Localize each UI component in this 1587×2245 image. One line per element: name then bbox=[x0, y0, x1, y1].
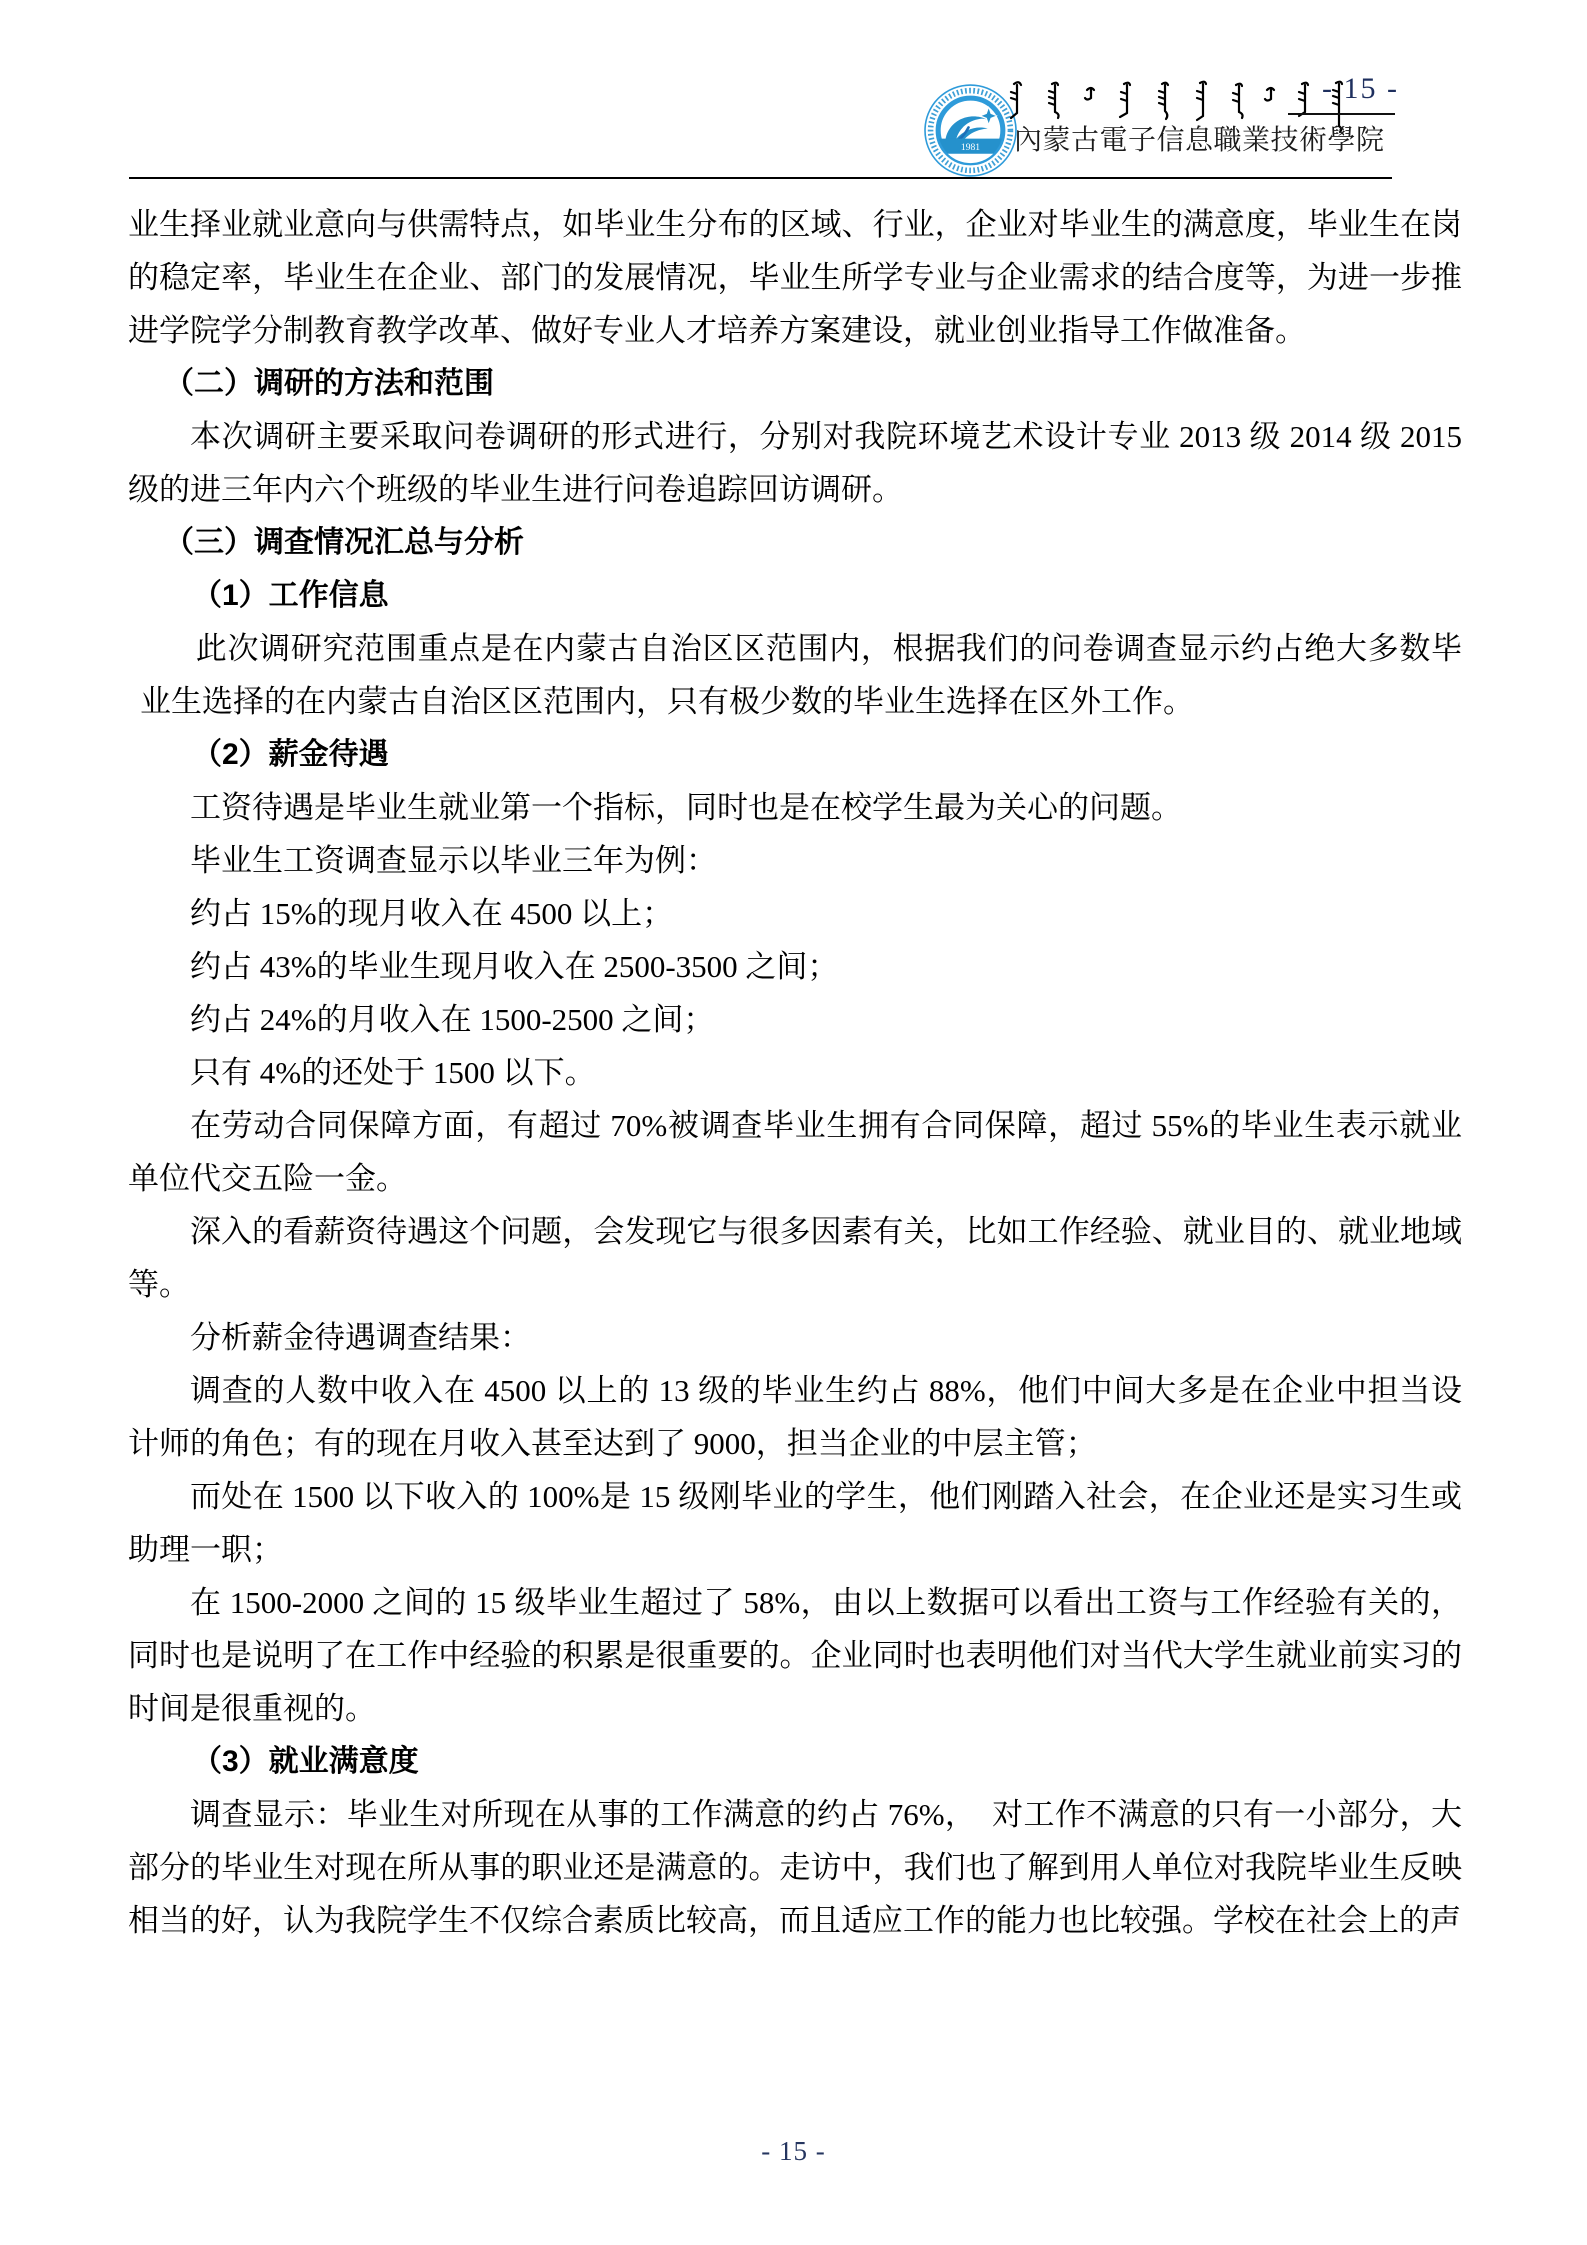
paragraph: 而处在 1500 以下收入的 100%是 15 级刚毕业的学生，他们刚踏入社会，在企业还是实习生或助理一职； bbox=[128, 1479, 1462, 1567]
paragraph: 约占 24%的月收入在 1500-2500 之间； bbox=[190, 1002, 715, 1037]
paragraph: 约占 15%的现月收入在 4500 以上； bbox=[190, 896, 674, 931]
paragraph: 调查的人数中收入在 4500 以上的 13 级的毕业生约占 88%，他们中间大多是在企业中担当设计师的角色；有的现在月收入甚至达到了 9000，担当企业的中层主管； bbox=[128, 1373, 1462, 1461]
paragraph: 约占 43%的毕业生现月收入在 2500-3500 之间； bbox=[190, 949, 839, 984]
section-heading: （3）就业满意度 bbox=[192, 1745, 419, 1778]
footer-page-number: - 15 - bbox=[761, 2136, 826, 2166]
paragraph: 在劳动合同保障方面，有超过 70%被调查毕业生拥有合同保障，超过 55%的毕业生表示就业单位代交五险一金。 bbox=[128, 1108, 1462, 1196]
header-page-number: - 15 - bbox=[1322, 72, 1399, 105]
paragraph: 本次调研主要采取问卷调研的形式进行，分别对我院环境艺术设计专业 2013 级 2014 级 2015 级的进三年内六个班级的毕业生进行问卷追踪回访调研。 bbox=[128, 419, 1462, 507]
paragraph: 此次调研究范围重点是在内蒙古自治区区范围内，根据我们的问卷调查显示约占绝大多数毕业生选择的在内蒙古自治区区范围内，只有极少数的毕业生选择在区外工作。 bbox=[140, 631, 1462, 719]
header-rule bbox=[129, 177, 1392, 179]
logo-year-text: 1981 bbox=[960, 142, 981, 154]
college-name-calligraphy: 內蒙古電子信息職業技術學院 bbox=[1014, 125, 1385, 156]
paragraph: 毕业生工资调查显示以毕业三年为例： bbox=[190, 843, 717, 878]
section-heading: （2）薪金待遇 bbox=[192, 738, 389, 771]
paragraph: 深入的看薪资待遇这个问题，会发现它与很多因素有关，比如工作经验、就业目的、就业地域等。 bbox=[128, 1214, 1462, 1302]
paragraph: 分析薪金待遇调查结果： bbox=[190, 1320, 531, 1355]
section-heading: （二）调研的方法和范围 bbox=[164, 367, 494, 400]
header-page-number-underline bbox=[1288, 113, 1395, 115]
document-body bbox=[128, 198, 1462, 1947]
paragraph: 调查显示：毕业生对所现在从事的工作满意的约占 76%， 对工作不满意的只有一小部分，大部分的毕业生对现在所从事的职业还是满意的。走访中，我们也了解到用人单位对我院毕业生反映相当的好，认为我院学生不仅综合素质比较高，而且适应工作的能力也比较强。学校在社会上的声 bbox=[128, 1797, 1462, 1938]
paragraph: 业生择业就业意向与供需特点，如毕业生分布的区域、行业，企业对毕业生的满意度，毕业生在岗的稳定率，毕业生在企业、部门的发展情况，毕业生所学专业与企业需求的结合度等，为进一步推进学院学分制教育教学改革、做好专业人才培养方案建设，就业创业指导工作做准备。 bbox=[128, 207, 1462, 348]
section-heading: （1）工作信息 bbox=[192, 579, 389, 612]
paragraph: 只有 4%的还处于 1500 以下。 bbox=[190, 1055, 596, 1090]
paragraph: 在 1500-2000 之间的 15 级毕业生超过了 58%，由以上数据可以看出工资与工作经验有关的，同时也是说明了在工作中经验的积累是很重要的。企业同时也表明他们对当代大学生就业前实习的时间是很重视的。 bbox=[128, 1585, 1462, 1726]
section-heading: （三）调查情况汇总与分析 bbox=[164, 526, 524, 559]
paragraph: 工资待遇是毕业生就业第一个指标，同时也是在校学生最为关心的问题。 bbox=[190, 790, 1182, 825]
